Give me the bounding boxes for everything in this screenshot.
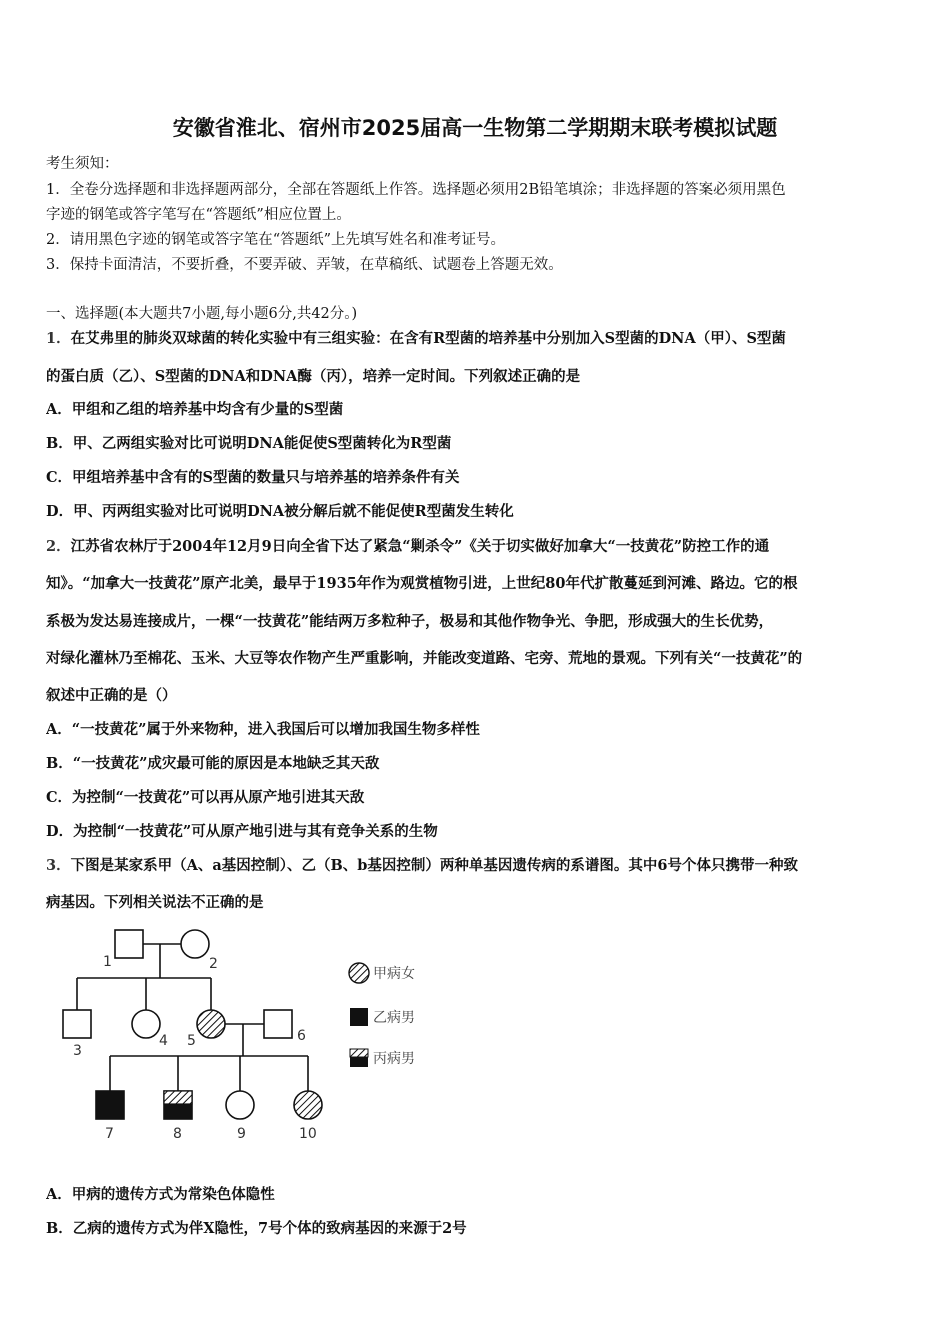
question-number: 2． [46, 538, 71, 555]
question-2-stem [46, 535, 908, 556]
individual-4 [132, 1010, 160, 1038]
label-2: 2 [209, 956, 218, 972]
individual-7 [96, 1091, 124, 1119]
notice-item: 2．请用黑色字迹的钢笔或答字笔在“答题纸”上先填写姓名和准考证号。 [46, 232, 506, 248]
question-2-stem-cont: 知》。“加拿大一技黄花”原产北美，最早于1935年作为观赏植物引进，上世纪80年代扩散蔓延到河滩、路边。它的根 [46, 575, 798, 592]
question-1-option-a: A．甲组和乙组的培养基中均含有少量的S型菌 [46, 401, 344, 418]
question-3-stem-cont: 病基因。下列相关说法不正确的是 [46, 894, 264, 911]
label-3: 3 [73, 1043, 82, 1059]
question-3-option-a: A．甲病的遗传方式为常染色体隐性 [46, 1186, 275, 1203]
question-2-stem-cont: 叙述中正确的是（） [46, 687, 177, 704]
legend-bing-male: 丙病男 [373, 1051, 415, 1067]
label-10: 10 [299, 1126, 317, 1142]
question-3-stem [46, 854, 908, 875]
question-text: 江苏省农林厅于2004年12月9日向全省下达了紧急“剿杀令”《关于切实做好加拿大“一技黄花”防控工作的通 [70, 538, 770, 555]
page-title: 安徽省淮北、宿州市2025届高一生物第二学期期末联考模拟试题 [172, 116, 778, 140]
legend-yi-male-icon [350, 1008, 368, 1026]
label-6: 6 [297, 1028, 306, 1044]
legend-yi-male: 乙病男 [373, 1010, 415, 1026]
notice-item: 3．保持卡面清洁，不要折叠，不要弄破、弄皱，在草稿纸、试题卷上答题无效。 [46, 257, 563, 273]
question-1-stem [46, 327, 908, 348]
question-3-option-b: B．乙病的遗传方式为伴X隐性，7号个体的致病基因的来源于2号 [46, 1220, 467, 1237]
individual-8 [164, 1091, 192, 1119]
legend-jia-female: 甲病女 [373, 966, 415, 982]
legend-jia-female-icon [349, 963, 369, 983]
label-1: 1 [103, 954, 112, 970]
label-5: 5 [187, 1033, 196, 1049]
label-8: 8 [173, 1126, 182, 1142]
question-text: 在艾弗里的肺炎双球菌的转化实验中有三组实验：在含有R型菌的培养基中分别加入S型菌的DNA（甲）、S型菌 [70, 330, 786, 347]
individual-6 [264, 1010, 292, 1038]
individual-9 [226, 1091, 254, 1119]
question-1-option-c: C．甲组培养基中含有的S型菌的数量只与培养基的培养条件有关 [46, 469, 460, 486]
notice-item: 字迹的钢笔或答字笔写在“答题纸”相应位置上。 [46, 207, 351, 223]
individual-5 [197, 1010, 225, 1038]
question-2-option-c: C．为控制“一技黄花”可以再从原产地引进其天敌 [46, 789, 365, 806]
question-2-option-a: A．“一技黄花”属于外来物种，进入我国后可以增加我国生物多样性 [46, 721, 480, 738]
question-2-stem-cont: 系极为发达易连接成片，一棵“一技黄花”能结两万多粒种子，极易和其他作物争光、争肥，形成强大的生长优势， [46, 613, 774, 630]
notice-heading: 考生须知： [46, 156, 119, 172]
question-2-option-d: D．为控制“一技黄花”可从原产地引进与其有竞争关系的生物 [46, 823, 438, 840]
section-heading: 一、选择题(本大题共7小题,每小题6分,共42分。) [46, 306, 358, 322]
question-text: 下图是某家系甲（A、a基因控制）、乙（B、b基因控制）两种单基因遗传病的系谱图。其中6号个体只携带一种致 [70, 857, 798, 874]
pedigree-chart [55, 920, 455, 1150]
individual-3 [63, 1010, 91, 1038]
question-1-stem-cont: 的蛋白质（乙）、S型菌的DNA和DNA酶（丙），培养一定时间。下列叙述正确的是 [46, 368, 581, 385]
question-number: 1． [46, 330, 71, 347]
label-9: 9 [237, 1126, 246, 1142]
question-2-option-b: B．“一技黄花”成灾最可能的原因是本地缺乏其天敌 [46, 755, 380, 772]
individual-1 [115, 930, 143, 958]
legend-bing-male-icon [350, 1049, 368, 1067]
individual-10 [294, 1091, 322, 1119]
label-4: 4 [159, 1033, 168, 1049]
notice-item: 1．全卷分选择题和非选择题两部分，全部在答题纸上作答。选择题必须用2B铅笔填涂；非选择题的答案必须用黑色 [46, 182, 786, 198]
question-1-option-b: B．甲、乙两组实验对比可说明DNA能促使S型菌转化为R型菌 [46, 435, 452, 452]
question-2-stem-cont: 对绿化灌林乃至棉花、玉米、大豆等农作物产生严重影响，并能改变道路、宅旁、荒地的景观。下列有关“一技黄花”的 [46, 650, 803, 667]
question-number: 3． [46, 857, 71, 874]
label-7: 7 [105, 1126, 114, 1142]
individual-2 [181, 930, 209, 958]
question-1-option-d: D．甲、丙两组实验对比可说明DNA被分解后就不能促使R型菌发生转化 [46, 503, 514, 520]
